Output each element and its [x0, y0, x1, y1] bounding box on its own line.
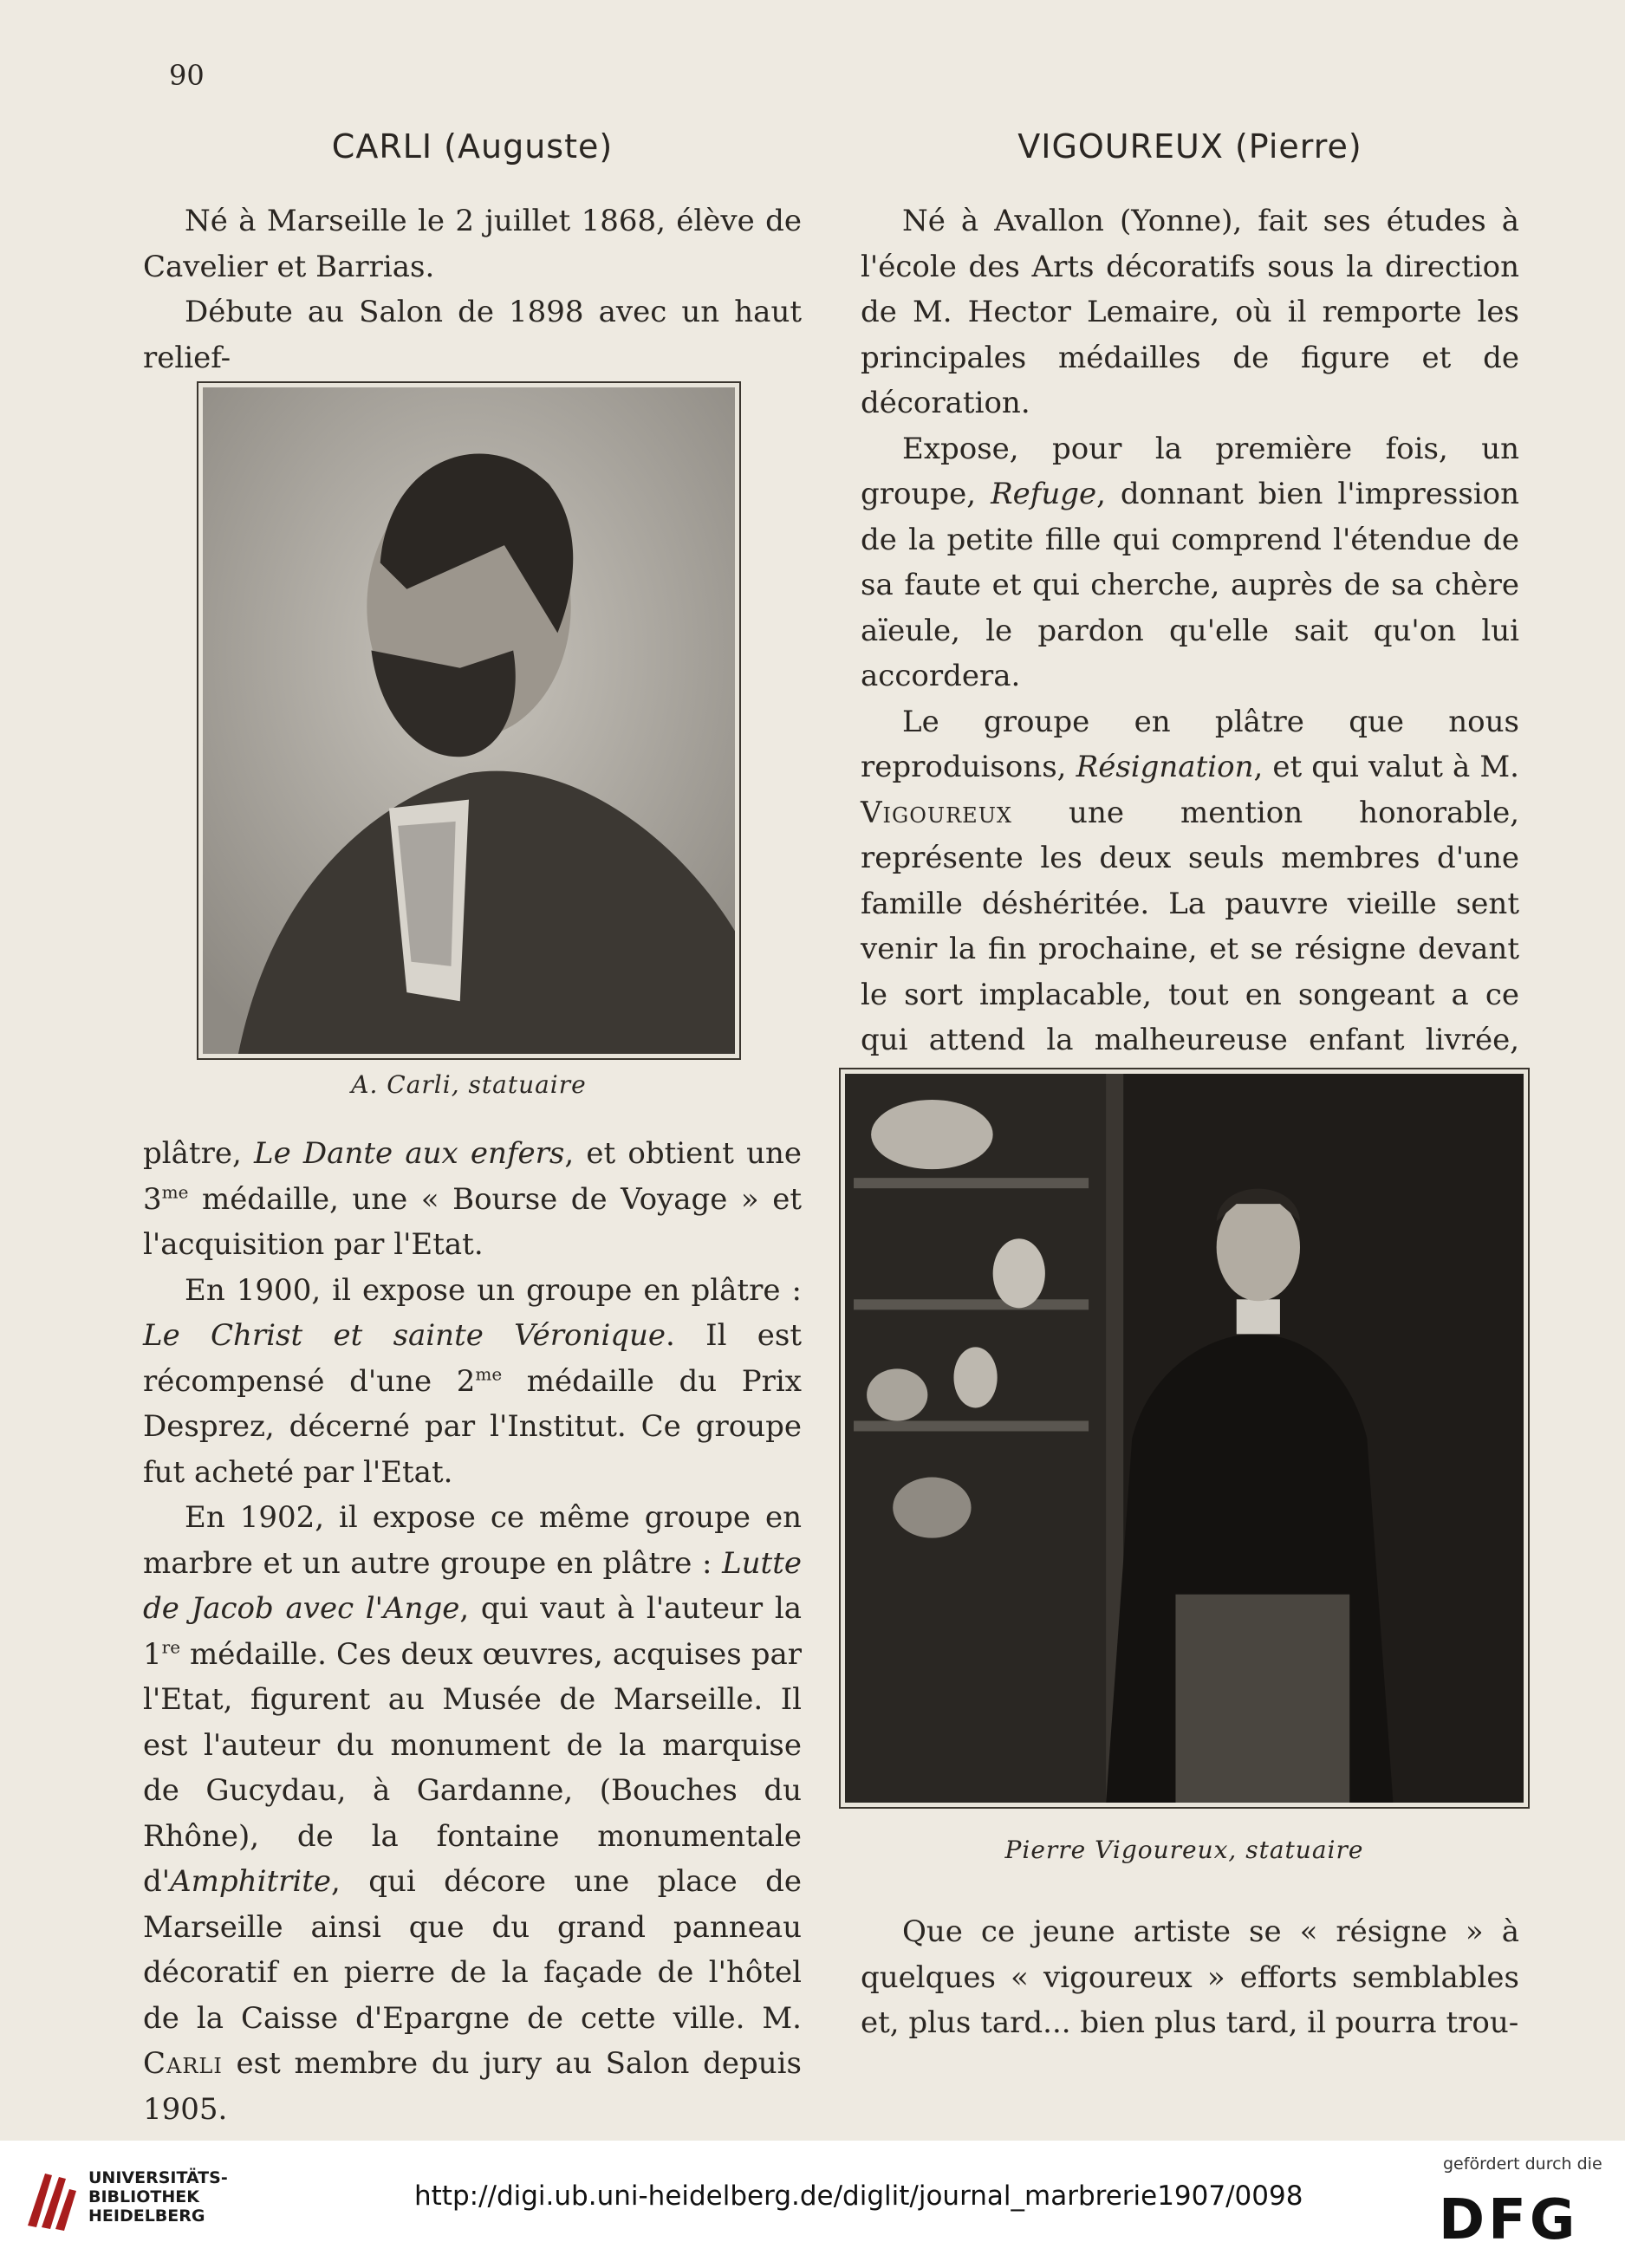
left-column	[143, 117, 802, 380]
left-paragraph-3: plâtre, Le Dante aux enfers, et obtient une $3^{me}$ médaille, une « Bourse de Voyage » et l'acquisition par l'Etat.	[143, 1136, 803, 1262]
left-heading: CARLI (Auguste)	[331, 127, 614, 166]
library-name-line-3: HEIDELBERG	[88, 2206, 205, 2226]
left-intro-paragraph-1: Né à Marseille le 2 juillet 1868, élève de Cavelier et Barrias.	[143, 204, 802, 284]
carli-caption: A. Carli, statuaire	[351, 1070, 587, 1099]
right-paragraph-4: Que ce jeune artiste se « résigne » à quelques « vigoureux » efforts semblables et, plus tard... bien plus tard, il pourra trou-	[861, 1914, 1519, 2040]
right-heading: VIGOUREUX (Pierre)	[1017, 127, 1362, 166]
carli-portrait-image	[203, 387, 735, 1054]
university-library-logo-icon	[19, 2165, 80, 2234]
left-paragraph-4: En 1900, il expose un groupe en plâtre : Le Christ et sainte Véronique. Il est récompensé d'une $2^{me}$ médaille du Prix Desprez, décerné par l'Institut. Ce groupe fut acheté par l'Etat.	[143, 1272, 802, 1490]
right-paragraph-3: Le groupe en plâtre que nous reproduisons, Résignation, et qui valut à M. Vigoureux une mention honorable, représente les deux seuls membres d'une famille déshéritée. La pauvre vieille sent venir la fin prochaine, et se résigne devant le sort implacable, tout en songeant a ce qui attend la malheureuse enfant livrée,	[861, 704, 1519, 1057]
vigoureux-photo-image	[845, 1074, 1524, 1803]
vigoureux-photo	[839, 1068, 1530, 1809]
vigoureux-caption: Pierre Vigoureux, statuaire	[1004, 1836, 1364, 1864]
left-paragraph-5: En 1902, il expose ce même groupe en marbre et un autre groupe en plâtre : Lutte de Jacob avec l'Ange, qui vaut à l'auteur la 1re médaille. Ces deux œuvres, acquises par l'Etat, figurent au Musée de Marseille. Il est l'auteur du monument de la marquise de Gucydau, à Gardanne, (Bouches du Rhône), de la fontaine monumentale d'Amphitrite, qui décore une place de Marseille ainsi que du grand panneau décoratif en pierre de la façade de l'hôtel de la Caisse d'Epargne de cette ville. M. Carli est membre du jury au Salon depuis 1905.	[143, 1500, 802, 2127]
footer-bar	[0, 2141, 1625, 2268]
sponsor-label: gefördert durch die	[1443, 2154, 1602, 2174]
left-column-lower	[143, 1131, 802, 2132]
right-paragraph-2: Expose, pour la première fois, un groupe, Refuge, donnant bien l'impression de la petite fille qui comprend l'étendue de sa faute et qui cherche, auprès de sa chère aïeule, le pardon qu'elle sait qu'on lui accordera.	[861, 431, 1520, 693]
carli-portrait	[197, 381, 741, 1060]
permalink-url[interactable]: http://digi.ub.uni-heidelberg.de/diglit/journal_marbrerie1907/0098	[414, 2180, 1303, 2212]
university-library-name	[88, 2168, 228, 2226]
right-paragraph-1: Né à Avallon (Yonne), fait ses études à l'école des Arts décoratifs sous la direction de M. Hector Lemaire, où il remporte les principales médailles de figure et de décoration.	[861, 204, 1519, 420]
library-name-line-1: UNIVERSITÄTS-	[88, 2168, 228, 2187]
page-number: 90	[169, 59, 205, 92]
right-column-lower	[861, 1909, 1519, 2046]
library-name-line-2: BIBLIOTHEK	[88, 2187, 199, 2206]
dfg-logo: DFG	[1439, 2188, 1579, 2252]
left-intro-paragraph-2: Débute au Salon de 1898 avec un haut relief-	[143, 295, 802, 375]
right-column	[861, 117, 1519, 1154]
